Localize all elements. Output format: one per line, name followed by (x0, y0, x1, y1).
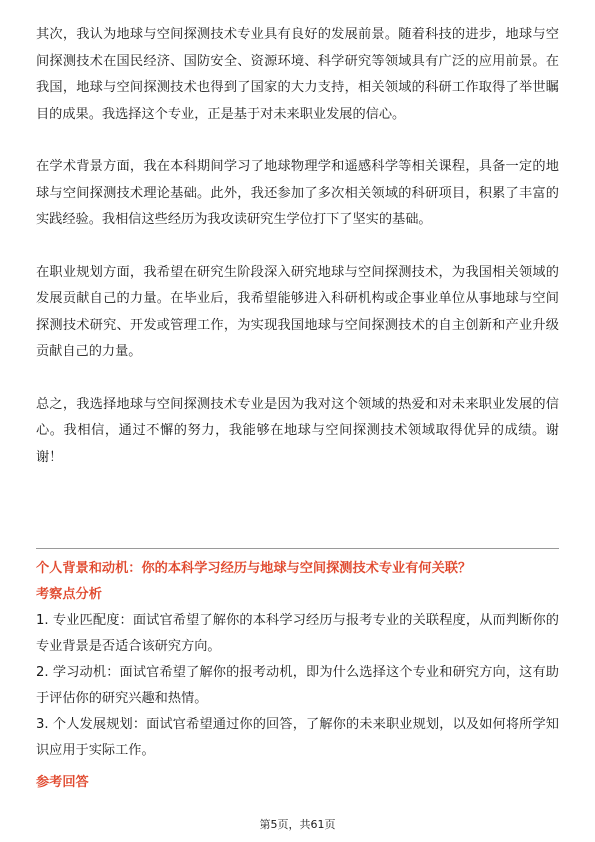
analysis-point: 3. 个人发展规划：面试官希望通过你的回答，了解你的未来职业规划，以及如何将所学知识应用于实际工作。 (36, 717, 559, 758)
paragraph-career-plan: 在职业规划方面，我希望在研究生阶段深入研究地球与空间探测技术，为我国相关领域的发展贡献自己的力量。在毕业后，我希望能够进入科研机构或企事业单位从事地球与空间探测技术研究、开发或管理工作，为实现我国地球与空间探测技术的自主创新和产业升级贡献自己的力量。 (36, 264, 559, 359)
section-divider (36, 548, 559, 549)
paragraph-academic-background: 在学术背景方面，我在本科期间学习了地球物理学和遥感科学等相关课程，具备一定的地球与空间探测技术理论基础。此外，我还参加了多次相关领域的科研项目，积累了丰富的实践经验。我相信这些经历为我攻读研究生学位打下了坚实的基础。 (36, 159, 559, 227)
question-title: 个人背景和动机：你的本科学习经历与地球与空间探测技术专业有何关联？ (36, 561, 472, 576)
question-section (36, 556, 559, 796)
page-number: 第5页，共61页 (259, 818, 336, 831)
paragraph-conclusion: 总之，我选择地球与空间探测技术专业是因为我对这个领域的热爱和对未来职业发展的信心。我相信，通过不懈的努力，我能够在地球与空间探测技术领域取得优异的成绩。谢谢！ (36, 396, 559, 465)
analysis-heading: 考察点分析 (36, 587, 102, 602)
answer-heading: 参考回答 (36, 775, 89, 790)
analysis-point: 2. 学习动机：面试官希望了解你的报考动机，即为什么选择这个专业和研究方向，这有助于评估你的研究兴趣和热情。 (36, 665, 559, 706)
analysis-point: 1. 专业匹配度：面试官希望了解你的本科学习经历与报考专业的关联程度，从而判断你的专业背景是否适合该研究方向。 (36, 613, 559, 654)
body-text (36, 22, 559, 471)
paragraph-prospects: 其次，我认为地球与空间探测技术专业具有良好的发展前景。随着科技的进步，地球与空间探测技术在国民经济、国防安全、资源环境、科学研究等领域具有广泛的应用前景。在我国，地球与空间探测技术也得到了国家的大力支持，相关领域的科研工作取得了举世瞩目的成果。我选择这个专业，正是基于对未来职业发展的信心。 (36, 27, 559, 122)
